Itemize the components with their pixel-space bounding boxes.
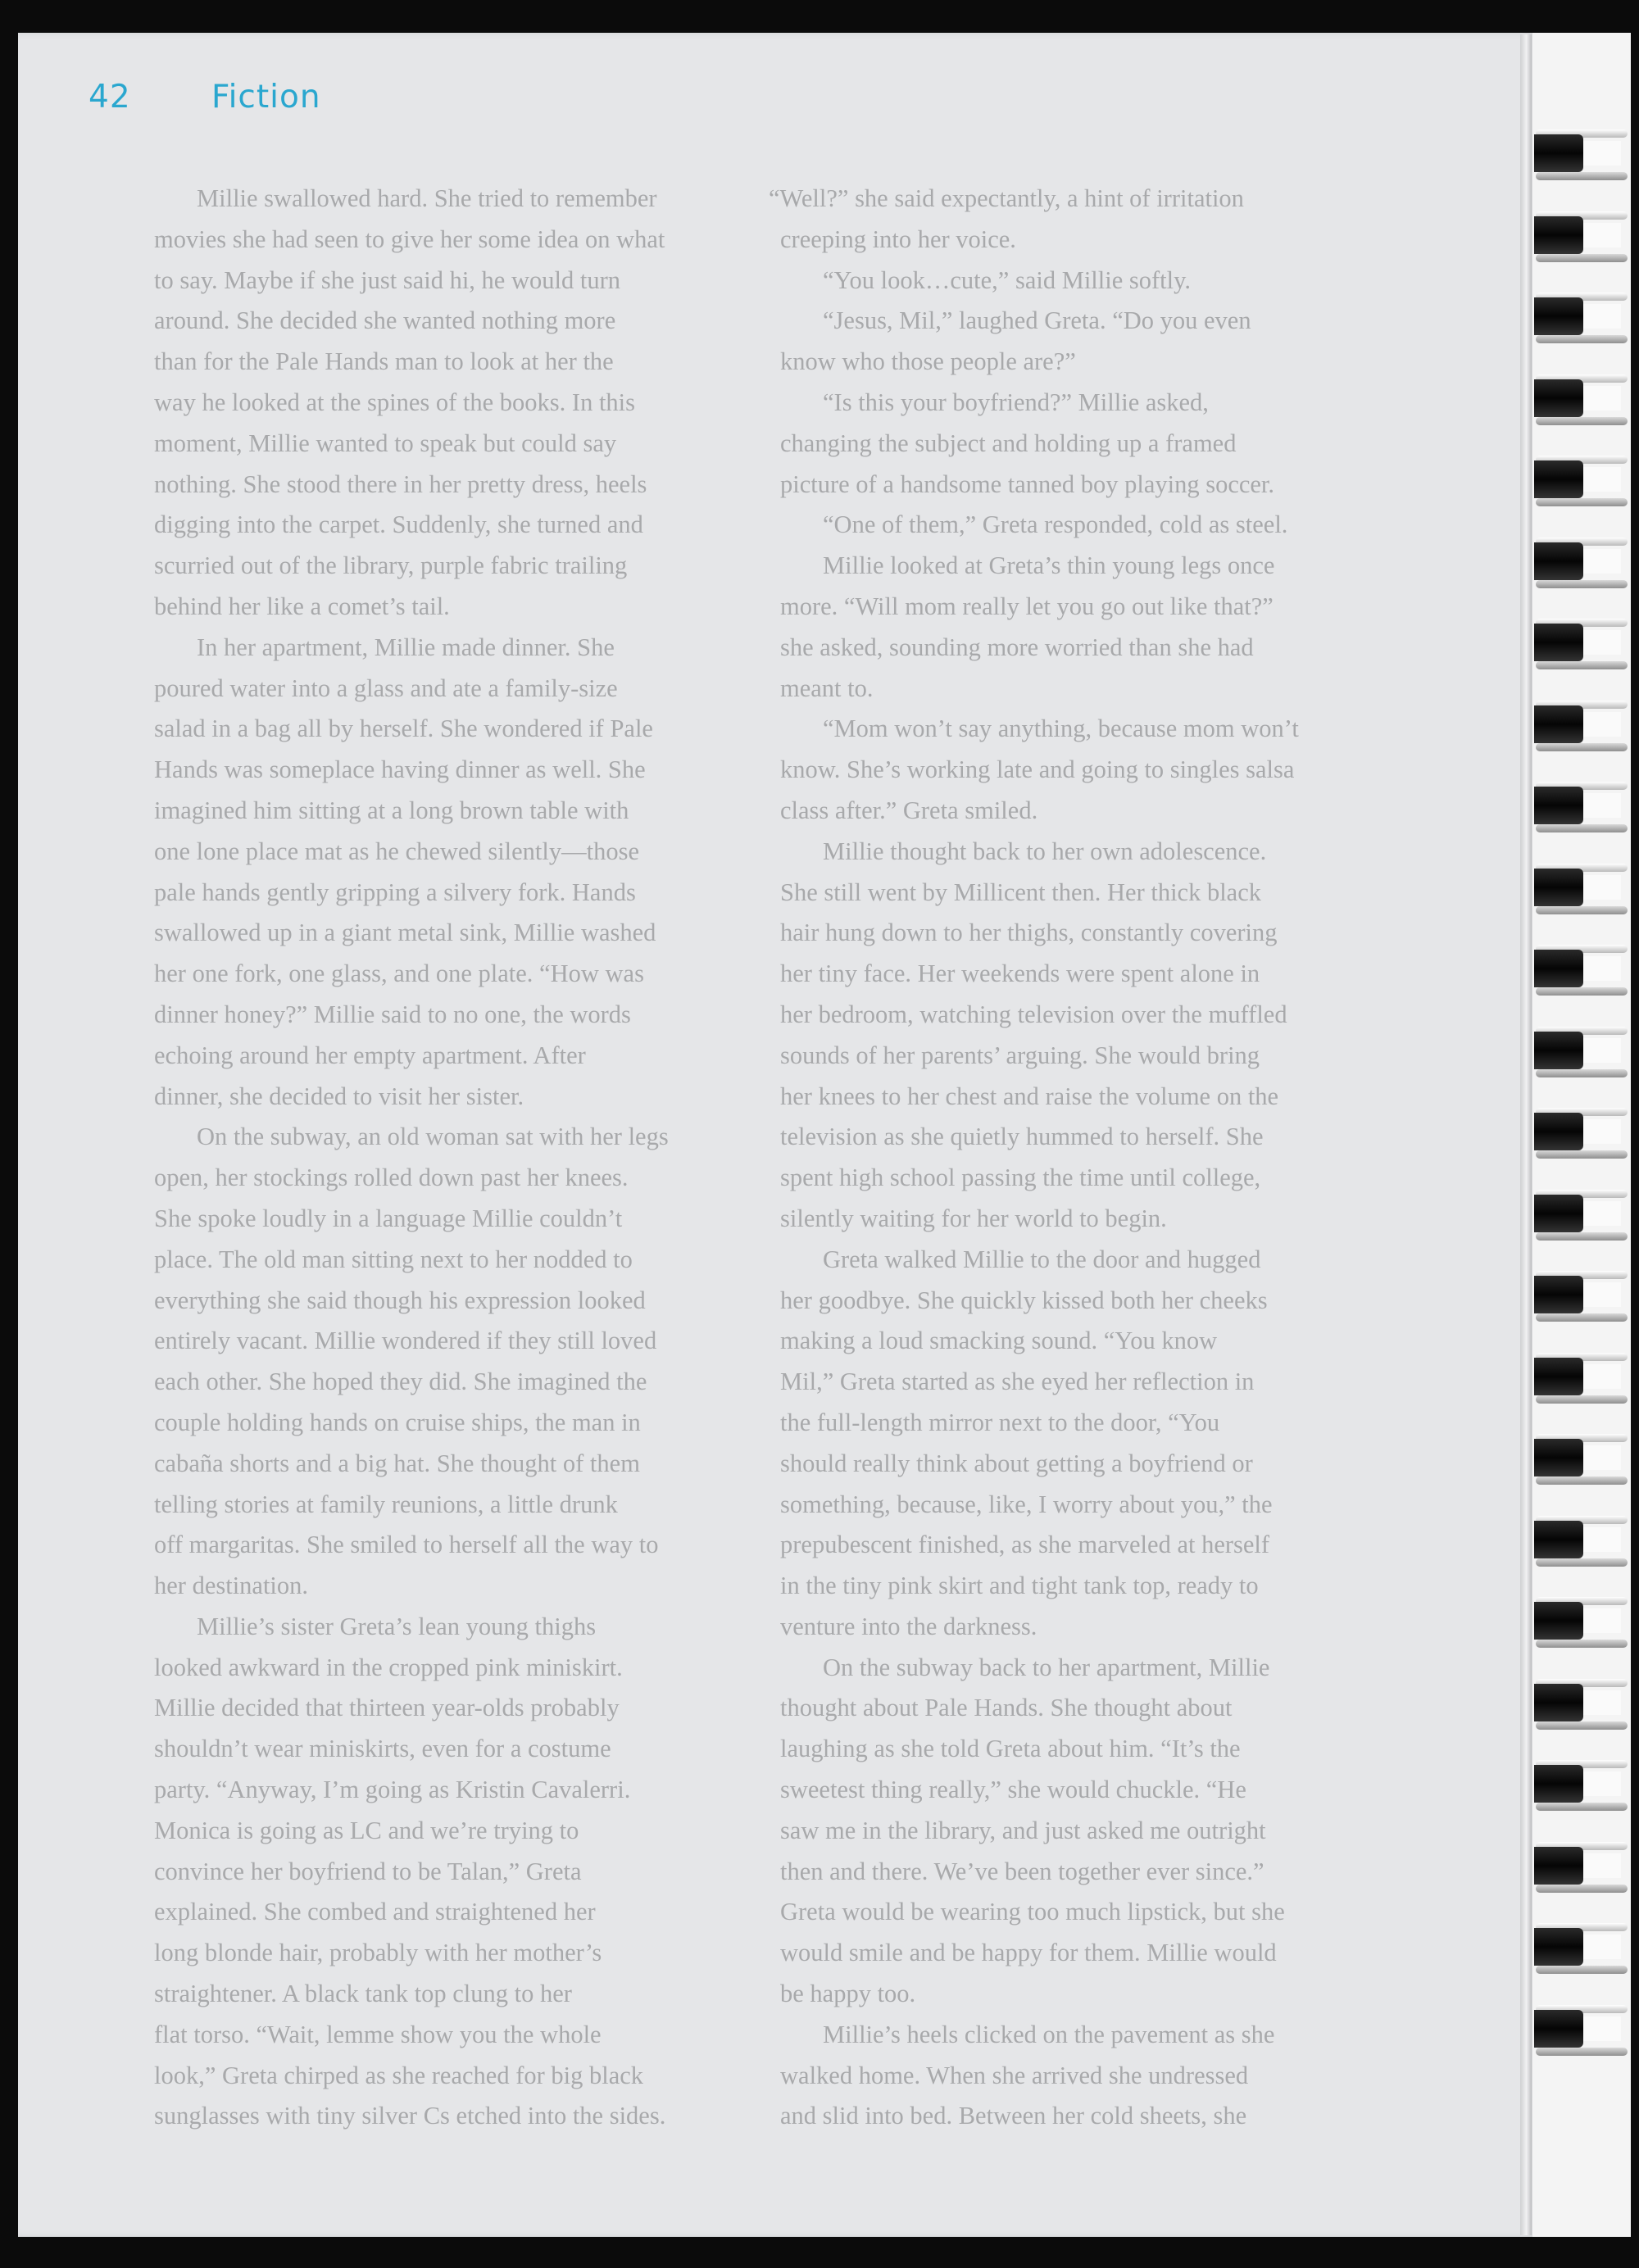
text-line: spent high school passing the time until college,: [780, 1163, 1261, 1192]
text-line: thought about Pale Hands. She thought about: [780, 1694, 1233, 1722]
text-line: nothing. She stood there in her pretty dress, heels: [154, 469, 647, 498]
text-line: Millie thought back to her own adolescence.: [823, 837, 1267, 865]
binding-ring: [1532, 1434, 1631, 1486]
text-line: creeping into her voice.: [780, 225, 1016, 253]
text-line: laughing as she told Greta about him. “It’s the: [780, 1735, 1241, 1763]
text-line: poured water into a glass and ate a family-size: [154, 674, 618, 702]
binding-ring: [1532, 1679, 1631, 1731]
binding-ring: [1532, 1842, 1631, 1894]
text-line: imagined him sitting at a long brown table with: [154, 796, 629, 824]
text-line: everything she said though his expression looked: [154, 1286, 646, 1314]
text-line: She spoke loudly in a language Millie couldn’t: [154, 1204, 623, 1232]
binding-ring: [1532, 1271, 1631, 1323]
text-line: Millie’s heels clicked on the pavement as she: [823, 2020, 1275, 2048]
text-line: Millie decided that thirteen year-olds probably: [154, 1694, 620, 1722]
text-line: television as she quietly hummed to herself. She: [780, 1123, 1264, 1151]
text-line: digging into the carpet. Suddenly, she turned and: [154, 510, 643, 539]
binding-ring: [1532, 1516, 1631, 1568]
text-line: moment, Millie wanted to speak but could say: [154, 429, 617, 457]
text-line: one lone place mat as he chewed silently—those: [154, 837, 640, 865]
text-line: Millie’s sister Greta’s lean young thighs: [197, 1612, 597, 1640]
text-line: Millie looked at Greta’s thin young legs once: [823, 551, 1275, 580]
text-line: around. She decided she wanted nothing more: [154, 306, 616, 335]
text-line: prepubescent finished, as she marveled at herself: [780, 1531, 1270, 1559]
left-text-column: [154, 179, 760, 2137]
text-line: sweetest thing really,” she would chuckle. “He: [780, 1776, 1246, 1804]
text-line: way he looked at the spines of the books. In this: [154, 388, 636, 416]
binding-ring: [1532, 945, 1631, 997]
text-line: party. “Anyway, I’m going as Kristin Cavalerri.: [154, 1776, 631, 1804]
text-line: convince her boyfriend to be Talan,” Greta: [154, 1857, 582, 1885]
text-line: “One of them,” Greta responded, cold as steel.: [823, 510, 1288, 539]
section-title: Fiction: [211, 79, 321, 116]
text-line: couple holding hands on cruise ships, the man in: [154, 1408, 641, 1436]
text-line: Mil,” Greta started as she eyed her reflection in: [780, 1368, 1255, 1396]
text-line: to say. Maybe if she just said hi, he would turn: [154, 265, 620, 294]
text-line: saw me in the library, and just asked me outright: [780, 1816, 1266, 1844]
text-line: meant to.: [780, 674, 874, 702]
text-line: she asked, sounding more worried than she had: [780, 633, 1254, 661]
text-line: and slid into bed. Between her cold sheets, she: [780, 2102, 1247, 2130]
text-line: her bedroom, watching television over the muffled: [780, 1000, 1287, 1028]
text-line: know. She’s working late and going to singles salsa: [780, 755, 1295, 784]
text-line: behind her like a comet’s tail.: [154, 592, 450, 620]
binding-ring: [1532, 1108, 1631, 1160]
binding-ring: [1532, 1597, 1631, 1649]
page-number: 42: [89, 79, 131, 116]
binding-ring: [1532, 538, 1631, 590]
text-line: hair hung down to her thighs, constantly covering: [780, 919, 1278, 947]
text-line: something, because, like, I worry about you,” the: [780, 1490, 1273, 1518]
binding-ring: [1532, 129, 1631, 182]
binding-ring: [1532, 2005, 1631, 2057]
text-line: more. “Will mom really let you go out like that?”: [780, 592, 1274, 620]
text-line: her one fork, one glass, and one plate. “How was: [154, 959, 644, 988]
binding-ring: [1532, 701, 1631, 753]
text-line: straightener. A black tank top clung to her: [154, 1980, 572, 2008]
text-line: long blonde hair, probably with her mother’s: [154, 1939, 602, 1967]
text-line: her destination.: [154, 1572, 309, 1600]
text-line: “Jesus, Mil,” laughed Greta. “Do you even: [823, 306, 1251, 335]
right-text-column: [769, 179, 1387, 2137]
text-line: in the tiny pink skirt and tight tank top, ready to: [780, 1572, 1259, 1600]
text-line: Monica is going as LC and we’re trying to: [154, 1816, 579, 1844]
binding-ring: [1532, 211, 1631, 264]
page-edge: [1520, 34, 1532, 2235]
text-line: her tiny face. Her weekends were spent alone in: [780, 959, 1260, 988]
text-line: open, her stockings rolled down past her knees.: [154, 1163, 629, 1192]
text-line: off margaritas. She smiled to herself all the way to: [154, 1531, 659, 1559]
text-line: walked home. When she arrived she undressed: [780, 2061, 1249, 2089]
text-line: sunglasses with tiny silver Cs etched into the sides.: [154, 2102, 666, 2130]
text-line: making a loud smacking sound. “You know: [780, 1327, 1218, 1355]
text-line: On the subway, an old woman sat with her legs: [197, 1123, 669, 1151]
binding-ring: [1532, 619, 1631, 671]
text-line: the full-length mirror next to the door, “You: [780, 1408, 1220, 1436]
text-line: Hands was someplace having dinner as well. She: [154, 755, 646, 784]
text-line: know who those people are?”: [780, 347, 1076, 376]
text-line: echoing around her empty apartment. After: [154, 1041, 586, 1069]
text-line: dinner honey?” Millie said to no one, the words: [154, 1000, 631, 1028]
text-line: silently waiting for her world to begin.: [780, 1204, 1167, 1232]
text-line: her goodbye. She quickly kissed both her cheeks: [780, 1286, 1268, 1314]
binding-ring: [1532, 782, 1631, 834]
text-line: Millie swallowed hard. She tried to remember: [197, 184, 657, 212]
text-line: should really think about getting a boyfriend or: [780, 1449, 1253, 1477]
text-line: On the subway back to her apartment, Millie: [823, 1653, 1270, 1681]
text-line: venture into the darkness.: [780, 1612, 1037, 1640]
binding-ring: [1532, 374, 1631, 427]
text-line: telling stories at family reunions, a little drunk: [154, 1490, 618, 1518]
text-line: shouldn’t wear miniskirts, even for a costume: [154, 1735, 611, 1763]
binding-ring: [1532, 293, 1631, 345]
text-line: entirely vacant. Millie wondered if they still loved: [154, 1327, 657, 1355]
text-line: She still went by Millicent then. Her thick black: [780, 878, 1262, 906]
text-line: be happy too.: [780, 1980, 916, 2008]
text-line: Greta would be wearing too much lipstick, but she: [780, 1898, 1285, 1926]
text-line: “Mom won’t say anything, because mom won’t: [823, 714, 1299, 743]
binding-ring: [1532, 1190, 1631, 1242]
text-line: pale hands gently gripping a silvery fork. Hands: [154, 878, 636, 906]
text-line: swallowed up in a giant metal sink, Millie washed: [154, 919, 656, 947]
text-line: explained. She combed and straightened her: [154, 1898, 596, 1926]
text-line: place. The old man sitting next to her nodded to: [154, 1245, 633, 1273]
text-line: then and there. We’ve been together ever since.”: [780, 1857, 1264, 1885]
text-line: “You look…cute,” said Millie softly.: [823, 265, 1191, 294]
binding-ring: [1532, 1923, 1631, 1975]
binding-ring: [1532, 456, 1631, 508]
text-line: In her apartment, Millie made dinner. She: [197, 633, 615, 661]
text-line: picture of a handsome tanned boy playing soccer.: [780, 469, 1275, 498]
spiral-binding: [1532, 33, 1631, 2237]
text-line: movies she had seen to give her some idea on what: [154, 225, 665, 253]
binding-ring: [1532, 864, 1631, 916]
text-line: dinner, she decided to visit her sister.: [154, 1082, 524, 1110]
binding-ring: [1532, 1760, 1631, 1812]
text-line: cabaña shorts and a big hat. She thought of them: [154, 1449, 640, 1477]
text-line: flat torso. “Wait, lemme show you the whole: [154, 2020, 602, 2048]
text-line: looked awkward in the cropped pink miniskirt.: [154, 1653, 623, 1681]
binding-ring: [1532, 1027, 1631, 1079]
text-line: sounds of her parents’ arguing. She would bring: [780, 1041, 1260, 1069]
text-line: than for the Pale Hands man to look at her the: [154, 347, 614, 376]
text-line: her knees to her chest and raise the volume on the: [780, 1082, 1279, 1110]
text-line: class after.” Greta smiled.: [780, 796, 1038, 824]
text-line: would smile and be happy for them. Millie would: [780, 1939, 1277, 1967]
text-line: “Is this your boyfriend?” Millie asked,: [823, 388, 1209, 416]
text-line: look,” Greta chirped as she reached for big black: [154, 2061, 644, 2089]
text-line: scurried out of the library, purple fabric trailing: [154, 551, 628, 580]
text-line: changing the subject and holding up a framed: [780, 429, 1237, 457]
text-line: “Well?” she said expectantly, a hint of irritation: [769, 184, 1244, 212]
text-line: each other. She hoped they did. She imagined the: [154, 1368, 647, 1396]
binding-ring: [1532, 1353, 1631, 1405]
text-line: Greta walked Millie to the door and hugged: [823, 1245, 1261, 1273]
text-line: salad in a bag all by herself. She wondered if Pale: [154, 714, 653, 743]
